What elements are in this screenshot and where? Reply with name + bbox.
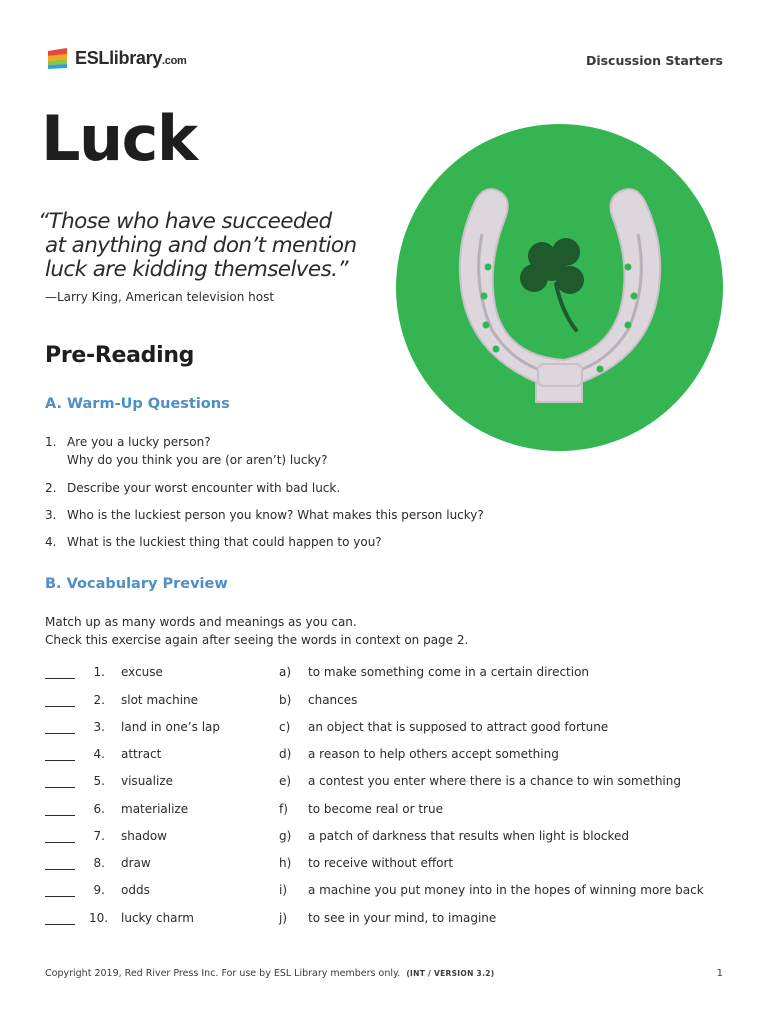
quote-line: at anything and don’t mention [45, 233, 357, 258]
vocab-meaning: to become real or true [308, 802, 443, 816]
vocab-meaning: a contest you enter where there is a chance to win something [308, 774, 681, 788]
vocab-meaning: to see in your mind, to imagine [308, 911, 497, 925]
esl-library-logo [45, 45, 187, 71]
vocab-row: 3. land in one’s lap c) an object that is supposed to attract good fortune [45, 720, 725, 738]
footer-copyright: Copyright 2019, Red River Press Inc. For use by ESL Library members only. (INT / VERSION 3.2) [45, 968, 495, 979]
vocab-word: attract [121, 747, 162, 761]
quote-attribution: —Larry King, American television host [45, 290, 275, 304]
answer-blank[interactable] [45, 706, 75, 707]
vocab-word: draw [121, 856, 151, 870]
vocab-meaning: to make something come in a certain direction [308, 665, 590, 679]
vocab-meaning: a reason to help others accept something [308, 747, 559, 761]
quote-line: luck are kidding themselves.” [45, 257, 348, 282]
vocab-row: 4. attract d) a reason to help others accept something [45, 747, 725, 765]
vocab-word: materialize [121, 802, 189, 816]
section-label: Discussion Starters [585, 53, 723, 68]
version-label: (INT / VERSION 3.2) [406, 969, 495, 978]
logo-icon [45, 46, 71, 70]
vocab-meaning: a machine you put money into in the hopes of winning more back [308, 883, 704, 897]
answer-blank[interactable] [45, 815, 75, 816]
vocab-word: land in one’s lap [121, 720, 220, 734]
page-number: 1 [716, 968, 723, 979]
vocab-word: visualize [121, 774, 173, 788]
vocab-row: 7. shadow g) a patch of darkness that results when light is blocked [45, 829, 725, 847]
page-title: Luck [41, 102, 197, 175]
quote [38, 210, 368, 282]
pre-reading-heading: Pre-Reading [45, 343, 195, 368]
vocab-word: excuse [121, 665, 163, 679]
answer-blank[interactable] [45, 842, 75, 843]
vocab-row: 9. odds i) a machine you put money into in the hopes of winning more back [45, 883, 725, 901]
answer-blank[interactable] [45, 733, 75, 734]
vocab-meaning: chances [308, 693, 358, 707]
vocab-row: 6. materialize f) to become real or true [45, 802, 725, 820]
vocab-word: lucky charm [121, 911, 194, 925]
answer-blank[interactable] [45, 678, 75, 679]
vocab-row: 8. draw h) to receive without effort [45, 856, 725, 874]
warmup-heading: A. Warm-Up Questions [45, 396, 230, 412]
vocab-row: 1. excuse a) to make something come in a certain direction [45, 665, 725, 683]
vocab-heading: B. Vocabulary Preview [45, 576, 228, 592]
logo-wordmark: ESLlibrary.com [75, 47, 187, 68]
vocab-meaning: a patch of darkness that results when light is blocked [308, 829, 630, 843]
vocab-word: slot machine [121, 693, 199, 707]
answer-blank[interactable] [45, 760, 75, 761]
vocab-row: 5. visualize e) a contest you enter where there is a chance to win something [45, 774, 725, 792]
vocab-instructions [45, 613, 468, 649]
vocab-word: odds [121, 883, 150, 897]
answer-blank[interactable] [45, 869, 75, 870]
quote-line: “Those who have succeeded [38, 209, 332, 234]
instruction-line: Match up as many words and meanings as you can. [45, 615, 357, 629]
answer-blank[interactable] [45, 787, 75, 788]
vocab-meaning: an object that is supposed to attract good fortune [308, 720, 609, 734]
vocab-row: 2. slot machine b) chances [45, 693, 725, 711]
vocab-meaning: to receive without effort [308, 856, 454, 870]
answer-blank[interactable] [45, 896, 75, 897]
vocab-row: 10. lucky charm j) to see in your mind, to imagine [45, 911, 725, 929]
answer-blank[interactable] [45, 924, 75, 925]
instruction-line: Check this exercise again after seeing the words in context on page 2. [45, 633, 469, 647]
horseshoe-clover-illustration [396, 124, 723, 451]
vocab-word: shadow [121, 829, 167, 843]
